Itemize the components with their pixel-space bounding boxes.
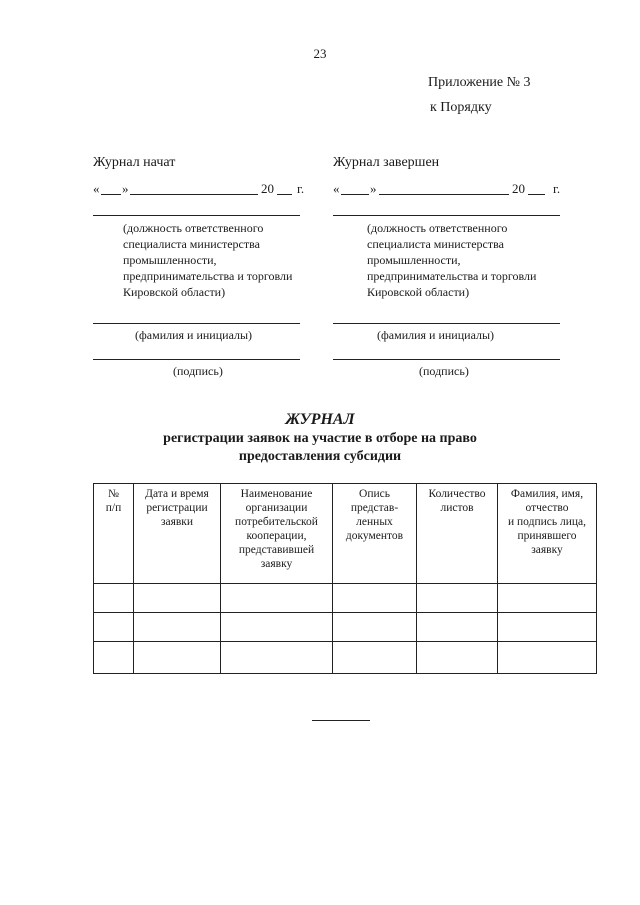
start-year-prefix: 20 bbox=[261, 181, 274, 196]
start-date-line bbox=[93, 181, 308, 201]
end-position-caption: (должность ответственного специалиста министерства промышленности, предпринимательства и торговли Кировской области) bbox=[367, 221, 537, 299]
header-number: № п/п bbox=[94, 484, 134, 584]
end-name-line bbox=[333, 323, 560, 324]
end-date-open-quote: « bbox=[333, 181, 340, 196]
end-name-caption: (фамилия и инициалы) bbox=[377, 328, 495, 342]
start-year-suffix: г. bbox=[297, 181, 305, 196]
start-position-line bbox=[93, 215, 300, 216]
start-name-caption: (фамилия и инициалы) bbox=[135, 328, 253, 342]
journal-started-block bbox=[93, 155, 308, 379]
table-row bbox=[94, 642, 597, 674]
start-date-open-quote: « bbox=[93, 181, 100, 196]
header-organization-name: Наименование организации потребительской кооперации, представившей заявку bbox=[221, 484, 333, 584]
appendix-number: Приложение № 3 bbox=[428, 75, 531, 90]
table-row bbox=[94, 584, 597, 613]
journal-completed-heading: Журнал завершен bbox=[333, 155, 440, 170]
appendix-order: к Порядку bbox=[430, 100, 492, 115]
page-number: 23 bbox=[313, 46, 327, 61]
end-date-line bbox=[333, 181, 561, 201]
table-body bbox=[94, 584, 597, 674]
end-date-close-quote: » bbox=[370, 181, 377, 196]
registration-table bbox=[93, 483, 597, 674]
table-header-row bbox=[94, 484, 597, 584]
start-name-line bbox=[93, 323, 300, 324]
journal-started-heading: Журнал начат bbox=[93, 155, 176, 170]
start-year-blank bbox=[277, 194, 292, 195]
end-position-line bbox=[333, 215, 560, 216]
start-day-blank bbox=[101, 194, 121, 195]
header-registration-datetime: Дата и время регистрации заявки bbox=[134, 484, 221, 584]
start-signature-caption: (подпись) bbox=[173, 364, 223, 378]
start-signature-line bbox=[93, 359, 300, 360]
journal-subtitle-line1: регистрации заявок на участие в отборе на право bbox=[163, 431, 477, 446]
header-sheet-count: Количество листов bbox=[417, 484, 498, 584]
journal-completed-block bbox=[333, 155, 561, 379]
start-month-blank bbox=[130, 194, 258, 195]
start-date-close-quote: » bbox=[122, 181, 129, 196]
journal-subtitle-line2: предоставления субсидии bbox=[238, 449, 402, 464]
start-position-caption: (должность ответственного специалиста министерства промышленности, предпринимательства и торговли Кировской области) bbox=[123, 221, 293, 299]
end-signature-line bbox=[333, 359, 560, 360]
end-year-suffix: г. bbox=[553, 181, 561, 196]
end-signature-caption: (подпись) bbox=[419, 364, 469, 378]
end-of-document-line bbox=[312, 720, 370, 721]
appendix-reference bbox=[428, 70, 531, 120]
header-documents-inventory: Опись представ- ленных документов bbox=[333, 484, 417, 584]
end-year-blank bbox=[528, 194, 545, 195]
end-year-prefix: 20 bbox=[512, 181, 525, 196]
table-row bbox=[94, 613, 597, 642]
journal-title: ЖУРНАЛ bbox=[285, 411, 355, 428]
end-day-blank bbox=[341, 194, 369, 195]
end-month-blank bbox=[379, 194, 509, 195]
journal-title-block bbox=[0, 410, 640, 466]
header-receiver-name-signature: Фамилия, имя, отчество и подпись лица, принявшего заявку bbox=[498, 484, 597, 584]
